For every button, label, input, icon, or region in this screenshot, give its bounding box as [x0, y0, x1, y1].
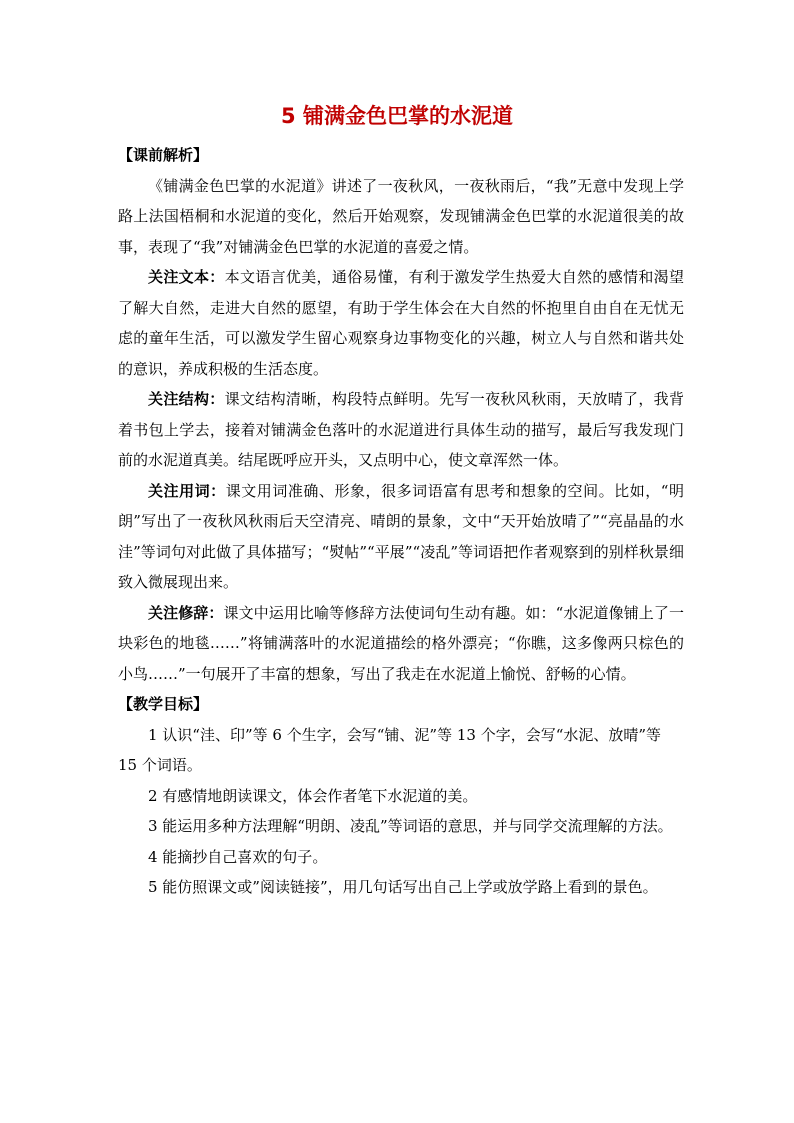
section-heading-goals: 【教学目标】 — [118, 695, 209, 713]
section-heading-analysis: 【课前解析】 — [118, 146, 209, 164]
goal-item: 4 能摘抄自己喜欢的句子。 — [148, 847, 328, 866]
focus-paragraph-structure — [118, 384, 684, 476]
focus-paragraph-text — [118, 262, 684, 384]
intro-paragraph: 《铺满金色巴掌的水泥道》讲述了一夜秋风，一夜秋雨后，“我”无意中发现上学路上法国梧桐和水泥道的变化，然后开始观察，发现铺满金色巴掌的水泥道很美的故事，表现了“我”对铺满金色巴掌的水泥道的喜爱之情。 — [118, 176, 684, 256]
focus-text: 课文中运用比喻等修辞方法使词句生动有趣。如：“水泥道像铺上了一块彩色的地毯……”将铺满落叶的水泥道描绘的格外漂亮；“你瞧，这多像两只棕色的小鸟……”一句展开了丰富的想象，写出了我走在水泥道上愉悦、舒畅的心情。 — [118, 603, 684, 683]
goal-item: 5 能仿照课文或”阅读链接”，用几句话写出自己上学或放学路上看到的景色。 — [148, 878, 658, 896]
lesson-title: 5 铺满金色巴掌的水泥道 — [281, 104, 513, 128]
focus-text: 本文语言优美，通俗易懂，有利于激发学生热爱大自然的感情和渴望了解大自然，走进大自然的愿望，有助于学生体会在大自然的怀抱里自由自在无忧无虑的童年生活，可以激发学生留心观察身边事物变化的兴趣，树立人与自然和谐共处的意识，养成积极的生活态度。 — [118, 268, 684, 378]
goal-item: 2 有感情地朗读课文，体会作者笔下水泥道的美。 — [148, 786, 478, 805]
focus-label: 关注结构： — [148, 390, 225, 408]
goal-item: 3 能运用多种方法理解“明朗、凌乱”等词语的意思，并与同学交流理解的方法。 — [148, 817, 673, 835]
focus-text: 课文用词准确、形象，很多词语富有思考和想象的空间。比如，“明朗”写出了一夜秋风秋雨后天空清亮、晴朗的景象，文中“天开始放晴了”“亮晶晶的水洼”等词句对此做了具体描写；“熨帖”“平展”“凌乱”等词语把作者观察到的别样秋景细致入微展现出来。 — [118, 481, 684, 591]
focus-text: 课文结构清晰，构段特点鲜明。先写一夜秋风秋雨，天放晴了，我背着书包上学去，接着对铺满金色落叶的水泥道进行具体生动的描写，最后写我发现门前的水泥道真美。结尾既呼应开头，又点明中心，使文章浑然一体。 — [118, 390, 684, 469]
focus-label: 关注修辞： — [148, 603, 224, 622]
focus-paragraph-rhetoric — [118, 598, 684, 690]
goal-item: 1 认识“洼、印”等 6 个生字，会写“铺、泥”等 13 个字，会写“水泥、放晴”等 15 个词语。 — [118, 725, 662, 774]
focus-paragraph-wording — [118, 476, 684, 598]
focus-label: 关注文本： — [148, 268, 225, 286]
focus-label: 关注用词： — [148, 481, 226, 500]
document-body — [118, 140, 684, 903]
